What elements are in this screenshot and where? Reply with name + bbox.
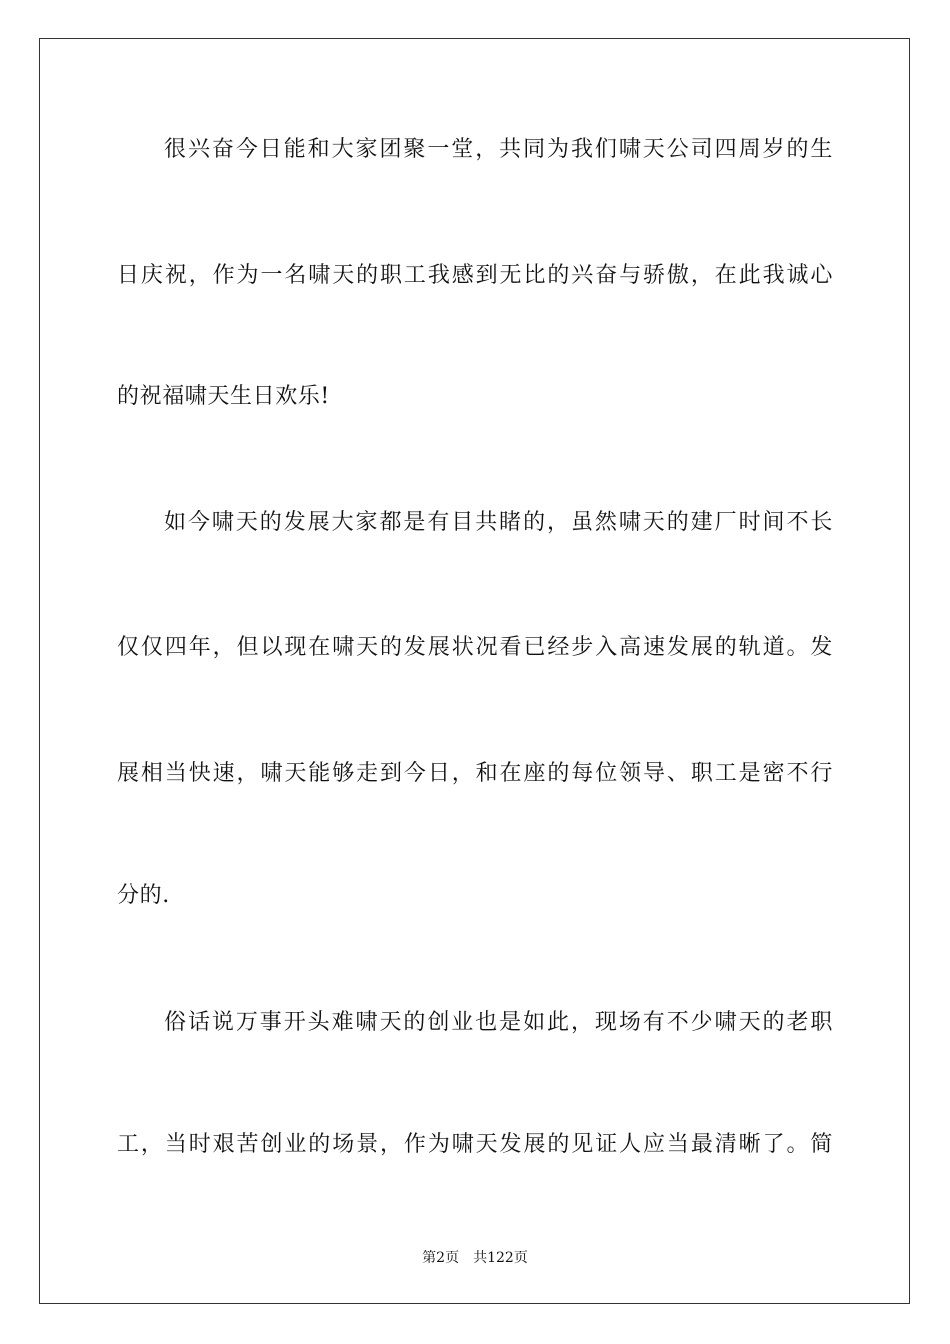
text-line: 日庆祝，作为一名啸天的职工我感到无比的兴奋与骄傲，在此我诚心: [117, 263, 833, 288]
text-line: 很兴奋今日能和大家团聚一堂，共同为我们啸天公司四周岁的生: [164, 137, 833, 162]
text-line: 如今啸天的发展大家都是有目共睹的，虽然啸天的建厂时间不长: [164, 510, 833, 535]
text-line: 分的.: [117, 883, 170, 908]
text-line: 展相当快速，啸天能够走到今日，和在座的每位领导、职工是密不行: [117, 761, 833, 786]
text-line: 工，当时艰苦创业的场景，作为啸天发展的见证人应当最清晰了。简: [117, 1132, 833, 1157]
text-line: 的祝福啸天生日欢乐!: [117, 384, 330, 409]
page-footer: [0, 1249, 950, 1267]
text-line: 俗话说万事开头难啸天的创业也是如此，现场有不少啸天的老职: [164, 1010, 833, 1035]
page-frame: [39, 38, 910, 1304]
page-number: 第2页: [422, 1250, 460, 1266]
page-total: 共122页: [473, 1250, 528, 1266]
text-line: 仅仅四年，但以现在啸天的发展状况看已经步入高速发展的轨道。发: [117, 635, 833, 660]
